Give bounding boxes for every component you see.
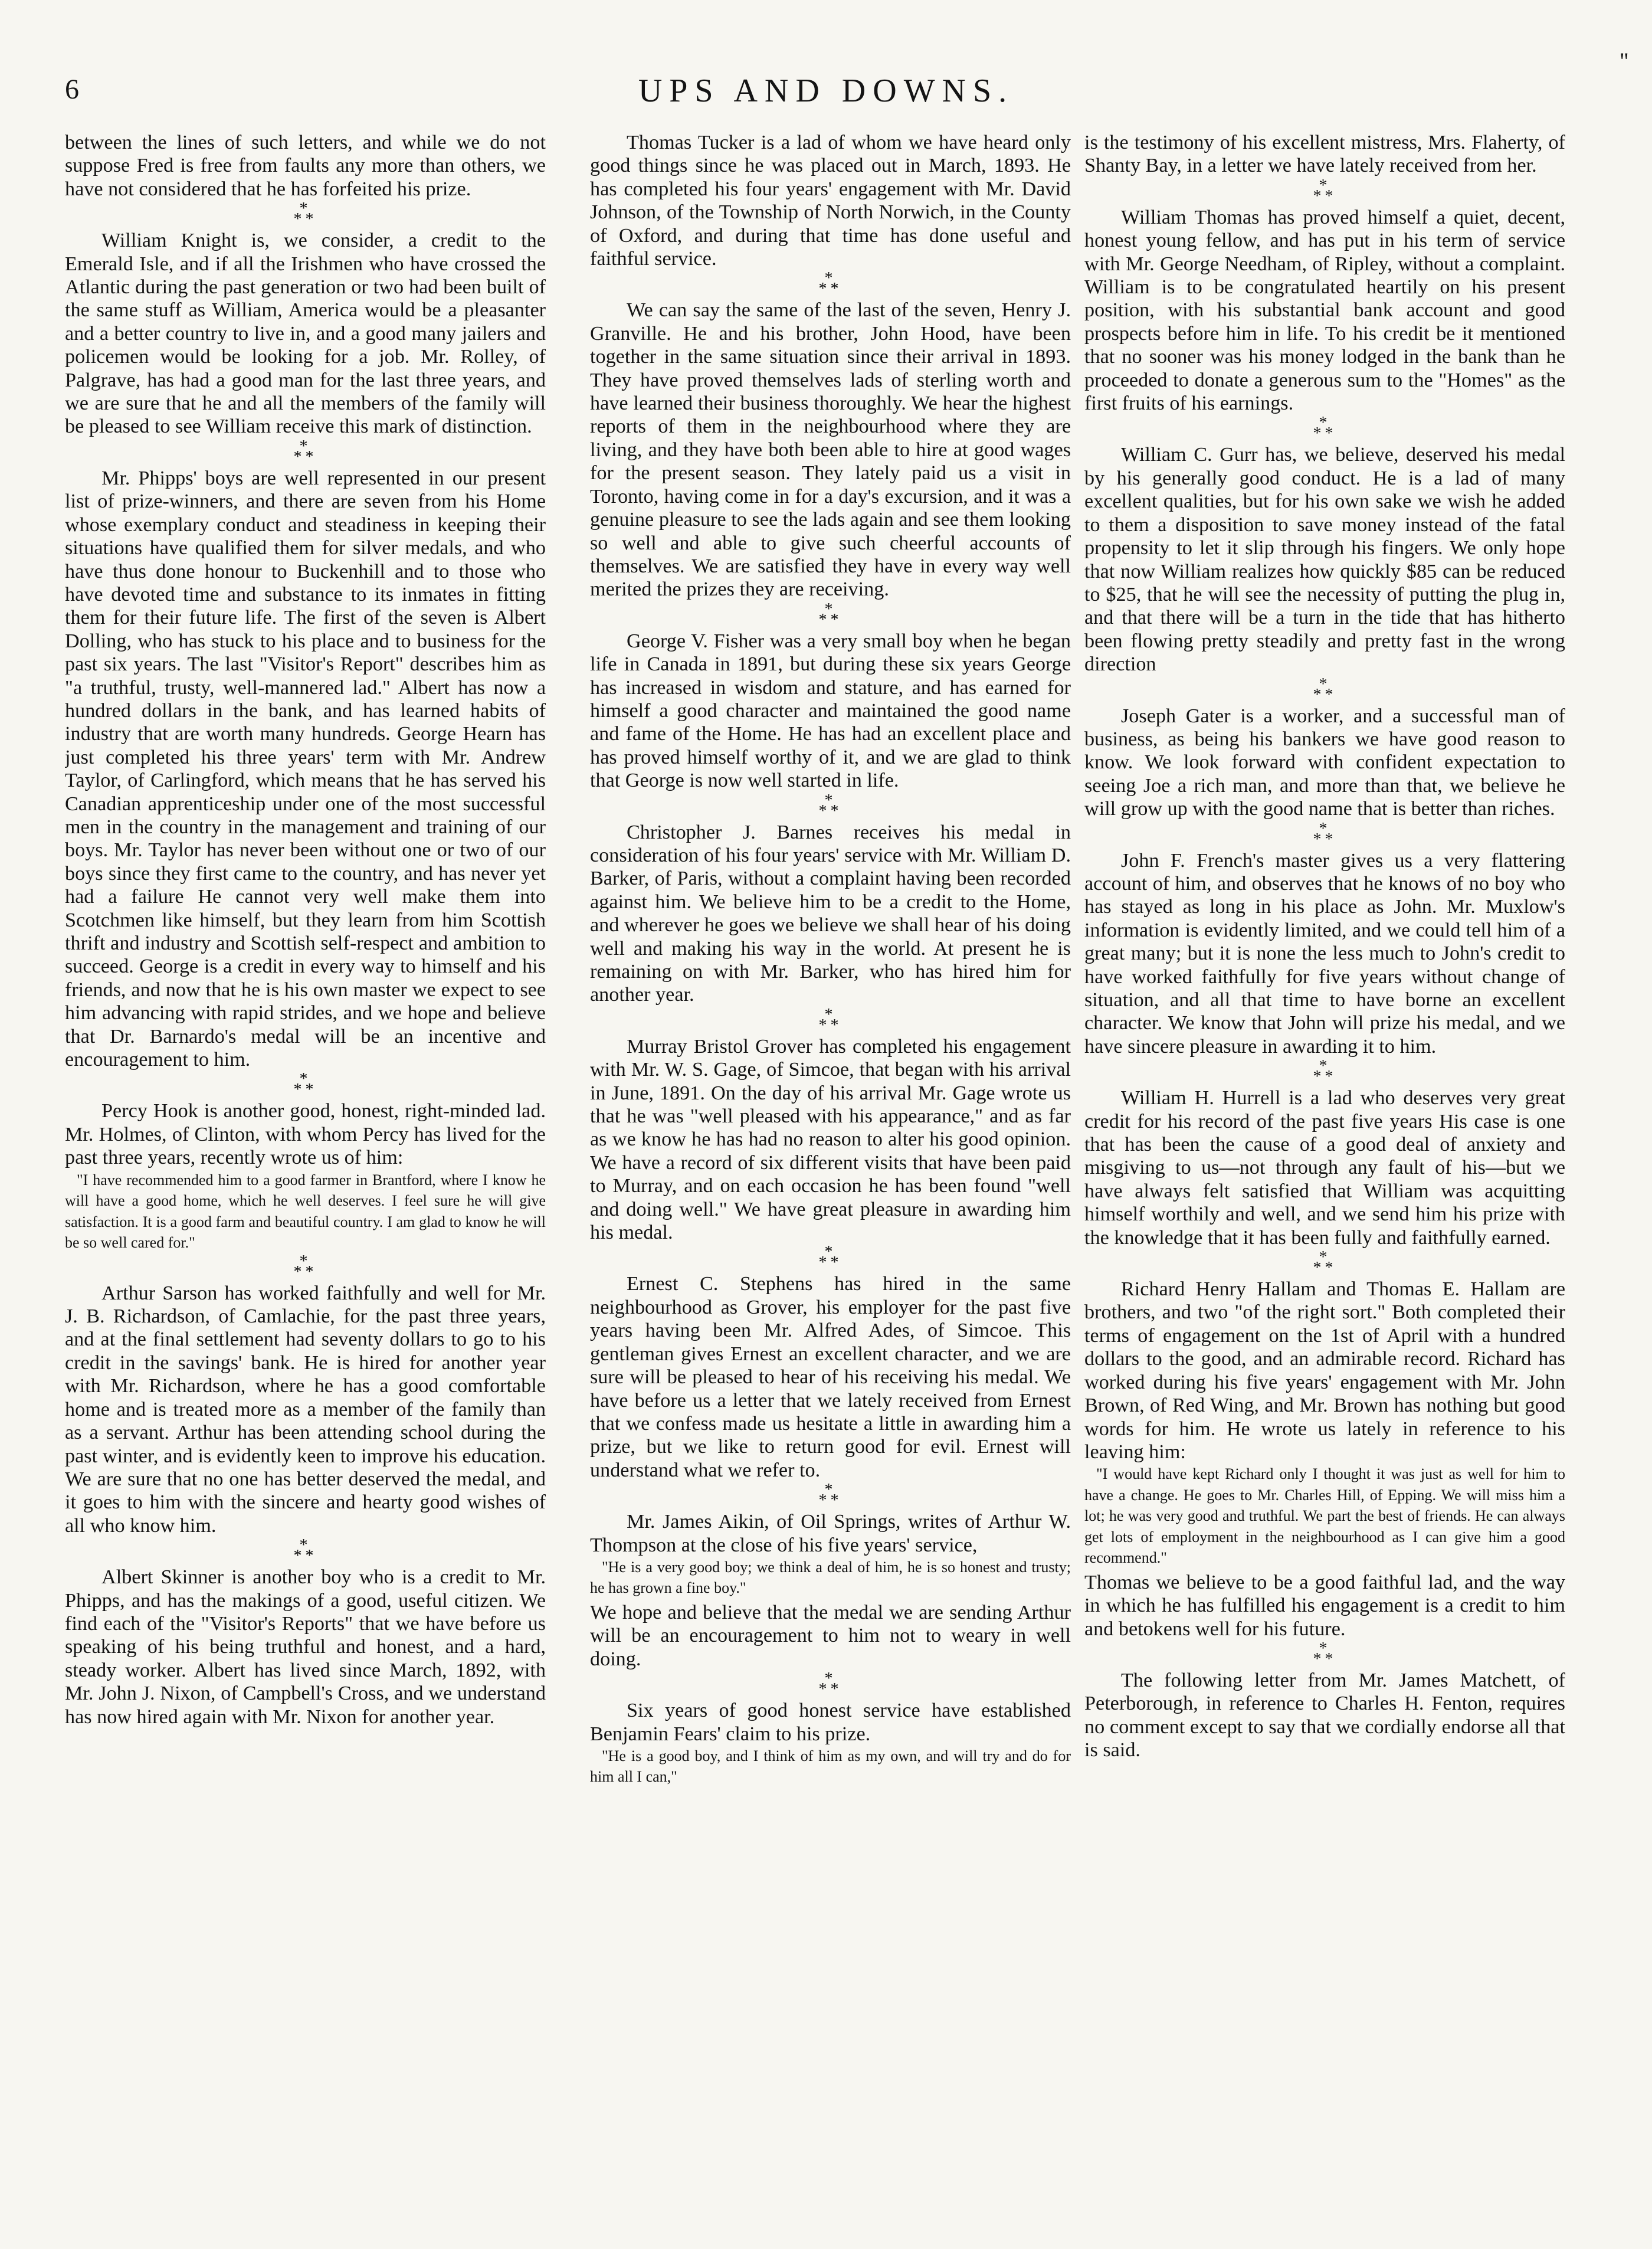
separator-star: * bbox=[818, 1016, 831, 1035]
separator-star: * bbox=[824, 1243, 837, 1262]
separator-star: * bbox=[1325, 685, 1337, 704]
section-separator-asterisks bbox=[65, 199, 546, 229]
separator-star: * bbox=[293, 1547, 306, 1566]
separator-star: * bbox=[1313, 424, 1325, 443]
separator-star: * bbox=[305, 1547, 317, 1566]
separator-star-pair bbox=[65, 1547, 546, 1566]
separator-star-pair bbox=[590, 1491, 1071, 1510]
section-separator-asterisks bbox=[1084, 1639, 1565, 1669]
separator-star: * bbox=[1325, 424, 1337, 443]
separator-star-pair bbox=[1084, 1259, 1565, 1278]
separator-star: * bbox=[293, 210, 306, 229]
section-separator-asterisks bbox=[65, 1252, 546, 1281]
article-paragraph: Thomas we believe to be a good faithful lad, and the way in which he has fulfilled his engagement is a credit to him and betokens well for his future. bbox=[1084, 1571, 1565, 1640]
separator-star: * bbox=[1325, 830, 1337, 849]
article-paragraph: Percy Hook is another good, honest, right-minded lad. Mr. Holmes, of Clinton, with whom Percy has lived for the past three years, recently wrote us of him: bbox=[65, 1100, 546, 1169]
article-paragraph: John F. French's master gives us a very flattering account of him, and observes that he knows of no boy who has stayed as long in his place as John. Mr. Muxlow's information is evidently limited, and we could tell him of a great many; but it is none the less much to John's credit to have worked faithfully for five years without change of situation, and all that time to have borne an excellent character. We know that John will prize his medal, and we have sincere pleasure in awarding it to him. bbox=[1084, 849, 1565, 1058]
section-separator-asterisks bbox=[590, 791, 1071, 820]
separator-star-pair bbox=[1084, 1068, 1565, 1086]
article-paragraph: Thomas Tucker is a lad of whom we have heard only good things since he was placed out in March, 1893. He has completed his four years' engagement with Mr. David Johnson, of the Township of North Norwich, in the County of Oxford, and during that time has done useful and faithful service. bbox=[590, 132, 1071, 270]
section-separator-asterisks bbox=[590, 1243, 1071, 1272]
separator-star: * bbox=[824, 269, 837, 288]
separator-star: * bbox=[824, 600, 837, 618]
separator-star: * bbox=[305, 1081, 317, 1099]
separator-star-pair bbox=[1084, 1650, 1565, 1669]
article-paragraph: Mr. Phipps' boys are well represented in our present list of prize-winners, and there are seven from his Home whose exemplary conduct and steadiness in keeping their situations have qualified them for silver medals, and who have thus done honour to Buckenhill and to those who have devoted time and substance to its inmates in fitting them for their future life. The first of the seven is Albert Dolling, who has stuck to his place and to business for the past six years. The last "Visitor's Report" describes him as "a truthful, trusty, well-mannered lad." Albert has now a hundred dollars in the bank, and has learned habits of industry that are worth many hundreds. George Hearn has just completed his three years' term with Mr. Andrew Taylor, of Carlingford, which means that he has served his Canadian apprenticeship under one of the most successful men in the country in the management and training of our boys. Mr. Taylor has never been without one or two of our boys since they first came to the country, and has never yet had a failure He cannot very well make them into Scotchmen like himself, but they learn from him Scottish thrift and industry and Scottish self-respect and ambition to succeed. George is a credit in every way to himself and his friends, and now that he is his own master we expect to see him advancing with rapid strides, and we hope and believe that Dr. Barnardo's medal will be an incentive and encouragement to him. bbox=[65, 467, 546, 1071]
letter-quotation: "He is a good boy, and I think of him as my own, and will try and do for him all I can," bbox=[590, 1747, 1071, 1786]
article-paragraph: William H. Hurrell is a lad who deserves very great credit for his record of the past five years His case is one that has been the cause of a good deal of anxiety and misgiving to us—not through any fault of his—but we have always felt satisfied that William was acquitting himself worthily and well, and we send him his prize with the knowledge that it has been fully and faithfully earned. bbox=[1084, 1087, 1565, 1249]
separator-star-pair bbox=[1084, 424, 1565, 443]
separator-star: * bbox=[1313, 685, 1325, 704]
article-paragraph: Joseph Gater is a worker, and a successful man of business, as being his bankers we have good reason to know. We look forward with confident expectation to seeing Joe a rich man, and more than that, we believe he will grow up with the good name that is better than riches. bbox=[1084, 705, 1565, 820]
separator-star: * bbox=[818, 610, 831, 629]
article-paragraph: Christopher J. Barnes receives his medal in consideration of his four years' service with Mr. William D. Barker, of Paris, without a complaint having been recorded against him. We believe him to be a credit to the Home, and wherever he goes we believe we shall hear of his doing well and making his way in the world. At present he is remaining on with Mr. Barker, who has hired him for another year. bbox=[590, 821, 1071, 1006]
separator-star-pair bbox=[65, 447, 546, 466]
article-paragraph: Richard Henry Hallam and Thomas E. Hallam are brothers, and two "of the right sort." Both completed their terms of engagement on the 1st of April with a hundred dollars to the good, and an admirable record. Richard has worked during his five years' engagement with Mr. John Brown, of Red Wing, and Mr. Brown has nothing but good words for him. He wrote us lately in reference to his leaving him: bbox=[1084, 1278, 1565, 1463]
separator-star: * bbox=[818, 801, 831, 820]
section-separator-asterisks bbox=[1084, 176, 1565, 205]
article-paragraph: We can say the same of the last of the seven, Henry J. Granville. He and his brother, John Hood, have been together in the same situation since their arrival in 1893. They have proved themselves lads of sterling worth and have learned their business thoroughly. We hear the highest reports of them in the neighbourhood where they are living, and they have both been able to hire at good wages for the present season. They lately paid us a visit in Toronto, having come in for a day's excursion, and it was a genuine pleasure to see the lads again and see them looking so well and able to give such cheerful accounts of themselves. We are satisfied they have in every way well merited the prizes they are receiving. bbox=[590, 299, 1071, 601]
separator-star: * bbox=[1325, 1068, 1337, 1086]
separator-star-pair bbox=[590, 801, 1071, 820]
separator-star: * bbox=[1325, 1650, 1337, 1669]
section-separator-asterisks bbox=[65, 1536, 546, 1566]
article-paragraph: Albert Skinner is another boy who is a credit to Mr. Phipps, and has the makings of a good, useful citizen. We find each of the "Visitor's Reports" that we have before us speaking of his being truthful and honest, and a hard, steady worker. Albert has lived since March, 1892, with Mr. John J. Nixon, of Campbell's Cross, and we understand has now hired again with Mr. Nixon for another year. bbox=[65, 1566, 546, 1728]
section-separator-asterisks bbox=[1084, 1248, 1565, 1278]
section-separator-asterisks bbox=[590, 600, 1071, 629]
separator-star: * bbox=[830, 1491, 843, 1510]
separator-star: * bbox=[293, 447, 306, 466]
letter-quotation: "I have recommended him to a good farmer in Brantford, where I know he will have a good home, which he well deserves. I feel sure he will give satisfaction. It is a good farm and beautiful country. I am glad to know he will be so well cared for." bbox=[65, 1171, 546, 1252]
article-paragraph: Six years of good honest service have established Benjamin Fears' claim to his prize. bbox=[590, 1700, 1071, 1745]
separator-star: * bbox=[818, 280, 831, 299]
separator-star-pair bbox=[65, 1081, 546, 1099]
article-paragraph: Murray Bristol Grover has completed his engagement with Mr. W. S. Gage, of Simcoe, that began with his arrival in June, 1891. On the day of his arrival Mr. Gage wrote us that he was "well pleased with his appearance," and as far as we know he has had no reason to alter his good opinion. We have a record of six different visits that have been paid to Murray, and on each occasion he has been found "well and doing well." We have great pleasure in awarding him his medal. bbox=[590, 1035, 1071, 1244]
letter-quotation: "He is a very good boy; we think a deal of him, he is so honest and trusty; he has grown a fine boy." bbox=[590, 1558, 1071, 1597]
separator-star: * bbox=[1319, 675, 1331, 693]
separator-star: * bbox=[824, 1005, 837, 1024]
article-paragraph: is the testimony of his excellent mistress, Mrs. Flaherty, of Shanty Bay, in a letter we have lately received from her. bbox=[1084, 132, 1565, 177]
separator-star: * bbox=[1319, 414, 1331, 433]
text-column-2 bbox=[590, 131, 1071, 2220]
separator-star: * bbox=[1325, 1259, 1337, 1278]
article-paragraph: William C. Gurr has, we believe, deserved his medal by his generally good conduct. He is a lad of many excellent qualities, but for his own sake we wish he added to them a disposition to save money instead of the fatal propensity to let it slip through his fingers. We only hope that now William realizes how quickly $85 can be reduced to $25, that he will see the necessity of putting the plug in, and that there will be a turn in the tide that has hitherto been flowing pretty steadily and pretty fast in the wrong direction bbox=[1084, 444, 1565, 676]
section-separator-asterisks bbox=[1084, 1057, 1565, 1086]
separator-star: * bbox=[305, 447, 317, 466]
separator-star: * bbox=[293, 1262, 306, 1281]
separator-star-pair bbox=[590, 280, 1071, 299]
section-separator-asterisks bbox=[1084, 819, 1565, 849]
separator-star: * bbox=[824, 1669, 837, 1688]
separator-star: * bbox=[830, 1680, 843, 1699]
page-number: 6 bbox=[65, 74, 79, 105]
separator-star: * bbox=[830, 1016, 843, 1035]
separator-star: * bbox=[1319, 176, 1331, 195]
article-paragraph: George V. Fisher was a very small boy when he began life in Canada in 1891, but during these six years George has increased in wisdom and stature, and has earned for himself a good character and maintained the good name and fame of the Home. He has had an excellent place and has proved himself worthy of it, and we are glad to think that George is now well started in life. bbox=[590, 630, 1071, 792]
separator-star: * bbox=[299, 1252, 312, 1271]
separator-star-pair bbox=[1084, 830, 1565, 849]
section-separator-asterisks bbox=[590, 269, 1071, 299]
separator-star: * bbox=[299, 437, 312, 456]
article-paragraph: between the lines of such letters, and while we do not suppose Fred is free from faults any more than others, we have not considered that he has forfeited his prize. bbox=[65, 132, 546, 200]
article-paragraph: We hope and believe that the medal we are sending Arthur will be an encouragement to him not to weary in well doing. bbox=[590, 1601, 1071, 1670]
separator-star-pair bbox=[590, 1253, 1071, 1272]
separator-star: * bbox=[299, 199, 312, 218]
separator-star: * bbox=[830, 801, 843, 820]
corner-mark: '' bbox=[1620, 48, 1628, 74]
section-separator-asterisks bbox=[65, 437, 546, 466]
separator-star: * bbox=[818, 1491, 831, 1510]
article-paragraph: William Knight is, we consider, a credit to the Emerald Isle, and if all the Irishmen who have crossed the Atlantic during the past generation or two had been built of the same stuff as William, America would be a pleasanter and a better country to live in, and a good many jailers and policemen would be looking for a job. Mr. Rolley, of Palgrave, has had a good man for the last three years, and we are sure that he and all the members of the family will be pleased to see William receive this mark of distinction. bbox=[65, 230, 546, 438]
separator-star-pair bbox=[590, 1680, 1071, 1699]
separator-star: * bbox=[1313, 1650, 1325, 1669]
section-separator-asterisks bbox=[1084, 414, 1565, 443]
article-paragraph: William Thomas has proved himself a quiet, decent, honest young fellow, and has put in his term of service with Mr. George Needham, of Ripley, without a complaint. William is to be congratulated heartily on his present position, with his substantial bank account and good prospects before him in life. To his credit be it mentioned that no sooner was his money lodged in the bank than he proceeded to donate a generous sum to the "Homes" as the first fruits of his earnings. bbox=[1084, 206, 1565, 415]
separator-star: * bbox=[299, 1070, 312, 1089]
separator-star: * bbox=[1313, 830, 1325, 849]
separator-star: * bbox=[1319, 1639, 1331, 1658]
article-paragraph: Mr. James Aikin, of Oil Springs, writes of Arthur W. Thompson at the close of his five years' service, bbox=[590, 1511, 1071, 1556]
article-paragraph: Ernest C. Stephens has hired in the same neighbourhood as Grover, his employer for the past five years having been Mr. Alfred Ades, of Simcoe. This gentleman gives Ernest an excellent character, and we are sure will be pleased to hear of his receiving his medal. We have before us a letter that we lately received from Ernest that we confess made us hesitate a little in awarding him a prize, but we like to return good for evil. Ernest will understand what we refer to. bbox=[590, 1273, 1071, 1481]
separator-star: * bbox=[830, 1253, 843, 1272]
separator-star-pair bbox=[65, 210, 546, 229]
running-head-title: UPS AND DOWNS. bbox=[638, 73, 1014, 109]
separator-star: * bbox=[1319, 1248, 1331, 1267]
separator-star: * bbox=[1319, 819, 1331, 838]
separator-star: * bbox=[1313, 1259, 1325, 1278]
separator-star: * bbox=[818, 1680, 831, 1699]
separator-star: * bbox=[305, 1262, 317, 1281]
section-separator-asterisks bbox=[590, 1669, 1071, 1699]
separator-star: * bbox=[1313, 186, 1325, 205]
article-paragraph: Arthur Sarson has worked faithfully and well for Mr. J. B. Richardson, of Camlachie, for the past three years, and at the final settlement had seventy dollars to go to his credit in the savings' bank. He is hired for another year with Mr. Richardson, where he has a good comfortable home and is treated more as a member of the family than as a servant. Arthur has been attending school during the past winter, and is evidently keen to improve his education. We are sure that no one has better deserved the medal, and it goes to him with the sincere and hearty good wishes of all who know him. bbox=[65, 1282, 546, 1537]
separator-star: * bbox=[830, 610, 843, 629]
separator-star-pair bbox=[590, 610, 1071, 629]
separator-star: * bbox=[830, 280, 843, 299]
separator-star: * bbox=[1325, 186, 1337, 205]
separator-star: * bbox=[293, 1081, 306, 1099]
section-separator-asterisks bbox=[590, 1005, 1071, 1035]
section-separator-asterisks bbox=[590, 1481, 1071, 1510]
letter-quotation: "I would have kept Richard only I thought it was just as well for him to have a change. He goes to Mr. Charles Hill, of Epping. We will miss him a lot; he was very good and truthful. We part the best of friends. He can always get lots of employment in the neighbourhood as I can give him a good recommend." bbox=[1084, 1465, 1565, 1567]
separator-star: * bbox=[818, 1253, 831, 1272]
article-paragraph: The following letter from Mr. James Matchett, of Peterborough, in reference to Charles H. Fenton, requires no comment except to say that we cordially endorse all that is said. bbox=[1084, 1669, 1565, 1762]
separator-star: * bbox=[305, 210, 317, 229]
separator-star: * bbox=[1313, 1068, 1325, 1086]
text-column-1 bbox=[65, 131, 546, 2220]
separator-star-pair bbox=[65, 1262, 546, 1281]
section-separator-asterisks bbox=[65, 1070, 546, 1099]
separator-star-pair bbox=[1084, 685, 1565, 704]
separator-star: * bbox=[1319, 1057, 1331, 1076]
separator-star-pair bbox=[1084, 186, 1565, 205]
separator-star: * bbox=[299, 1536, 312, 1555]
separator-star-pair bbox=[590, 1016, 1071, 1035]
text-column-3 bbox=[1084, 131, 1565, 2220]
separator-star: * bbox=[824, 1481, 837, 1500]
separator-star: * bbox=[824, 791, 837, 810]
section-separator-asterisks bbox=[1084, 675, 1565, 704]
